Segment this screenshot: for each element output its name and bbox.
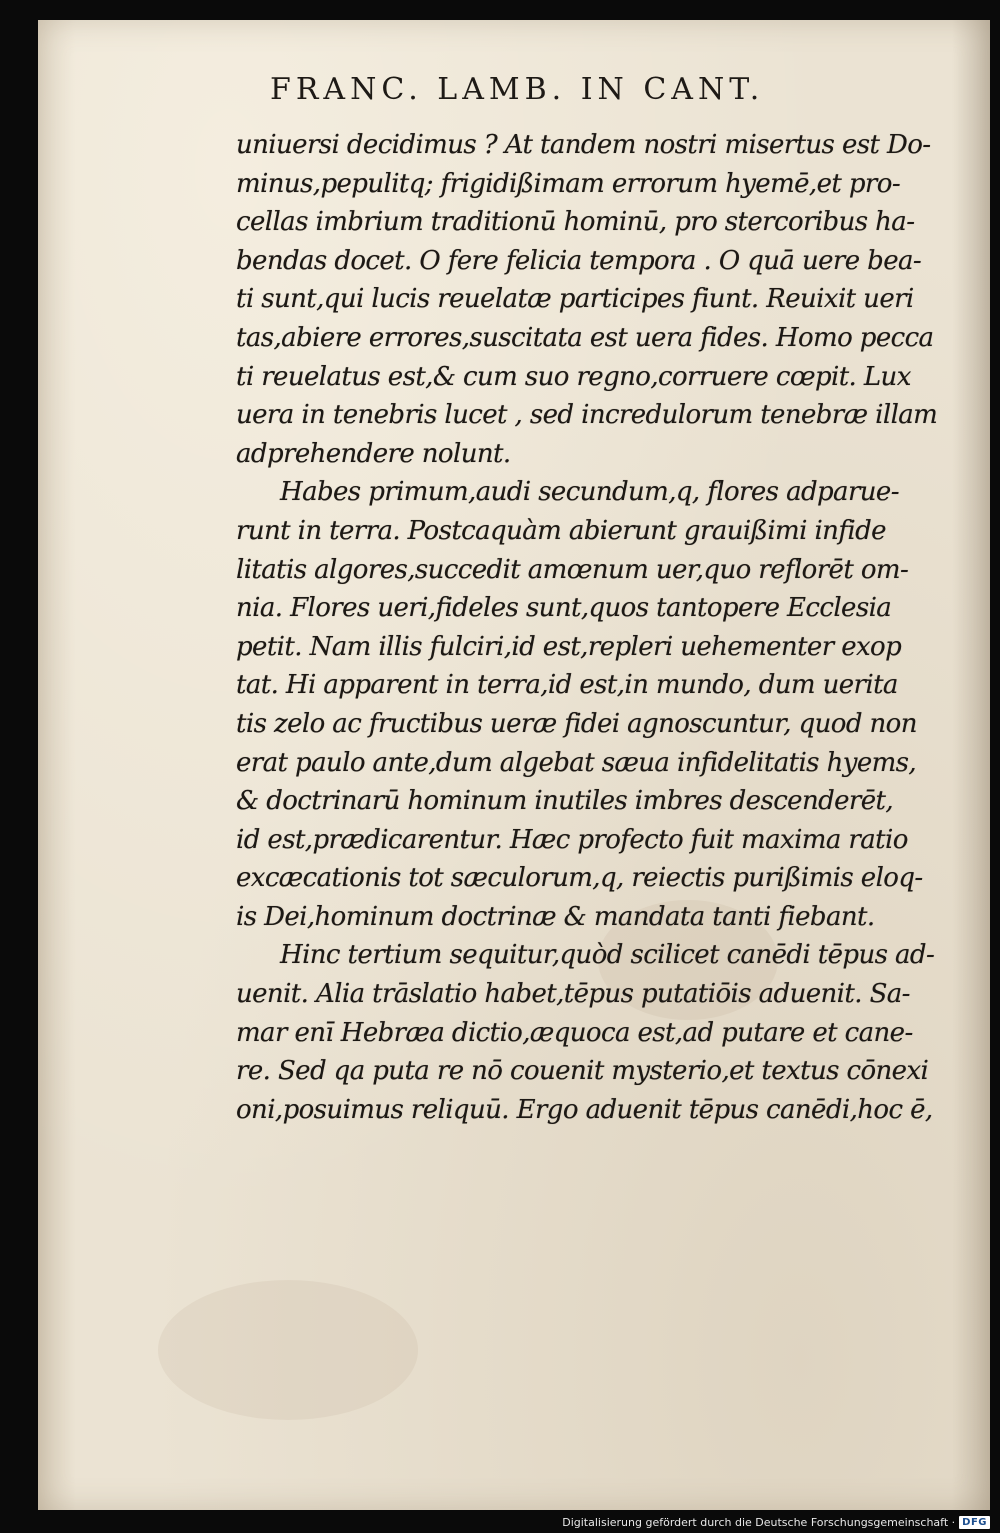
text-line: bendas docet. O fere felicia tempora . O quā uere bea- <box>236 245 922 276</box>
text-line: id est,prædicarentur. Hæc profecto fuit maxima ratio <box>236 824 908 855</box>
text-line: nia. Flores ueri,fideles sunt,quos tantopere Ecclesia <box>236 593 892 624</box>
text-line: mar enī Hebræa dictio,æquoca est,ad putare et cane- <box>236 1017 913 1048</box>
text-line: ti reuelatus est,& cum suo regno,corruere cœpit. Lux <box>236 361 911 392</box>
text-line: tis zelo ac fructibus ueræ fidei agnoscuntur, quod non <box>236 708 917 739</box>
body-text <box>236 126 938 1129</box>
text-line: re. Sed qa puta re nō couenit mysterio,et textus cōnexi <box>236 1056 929 1087</box>
text-line: & doctrinarū hominum inutiles imbres descenderēt, <box>236 786 894 817</box>
text-line: cellas imbrium traditionū hominū, pro stercoribus ha- <box>236 207 915 238</box>
credit-text: Digitalisierung gefördert durch die Deutsche Forschungsgemeinschaft · <box>562 1516 956 1529</box>
text-line: minus,pepulitq; frigidißimam errorum hyemē,et pro- <box>236 168 901 199</box>
text-line: erat paulo ante,dum algebat sæua infidelitatis hyems, <box>236 747 917 778</box>
text-line: is Dei,hominum doctrinæ & mandata tanti fiebant. <box>236 901 875 932</box>
text-line: litatis algores,succedit amœnum uer,quo reflorēt om- <box>236 554 909 585</box>
text-line: oni,posuimus reliquū. Ergo aduenit tēpus canēdi,hoc ē, <box>236 1094 933 1125</box>
digitization-credit <box>562 1516 990 1529</box>
text-line: uniuersi decidimus ? At tandem nostri misertus est Do- <box>236 130 931 160</box>
text-line: Hinc tertium sequitur,quòd scilicet canēdi tēpus ad- <box>280 940 935 971</box>
running-title: FRANC. LAMB. IN CANT. <box>270 72 765 107</box>
text-line: ti sunt,qui lucis reuelatæ participes fiunt. Reuixit ueri <box>236 284 914 315</box>
text-line: uenit. Alia trāslatio habet,tēpus putatiōis aduenit. Sa- <box>236 979 910 1010</box>
text-line: Habes primum,audi secundum,q, flores adparue- <box>280 477 899 508</box>
text-line: petit. Nam illis fulciri,id est,repleri uehementer exop <box>236 631 902 662</box>
text-line: tat. Hi apparent in terra,id est,in mundo, dum uerita <box>236 670 898 701</box>
text-line: excæcationis tot sæculorum,q, reiectis purißimis eloq- <box>236 863 923 894</box>
text-line: uera in tenebris lucet , sed incredulorum tenebræ illam <box>236 400 938 431</box>
text-line: tas,abiere errores,suscitata est uera fides. Homo pecca <box>236 322 934 353</box>
text-line: adprehendere nolunt. <box>236 438 511 469</box>
paper-stain <box>158 1280 418 1420</box>
text-line: runt in terra. Postcaquàm abierunt grauißimi infide <box>236 515 886 546</box>
dfg-logo: DFG <box>959 1516 990 1529</box>
